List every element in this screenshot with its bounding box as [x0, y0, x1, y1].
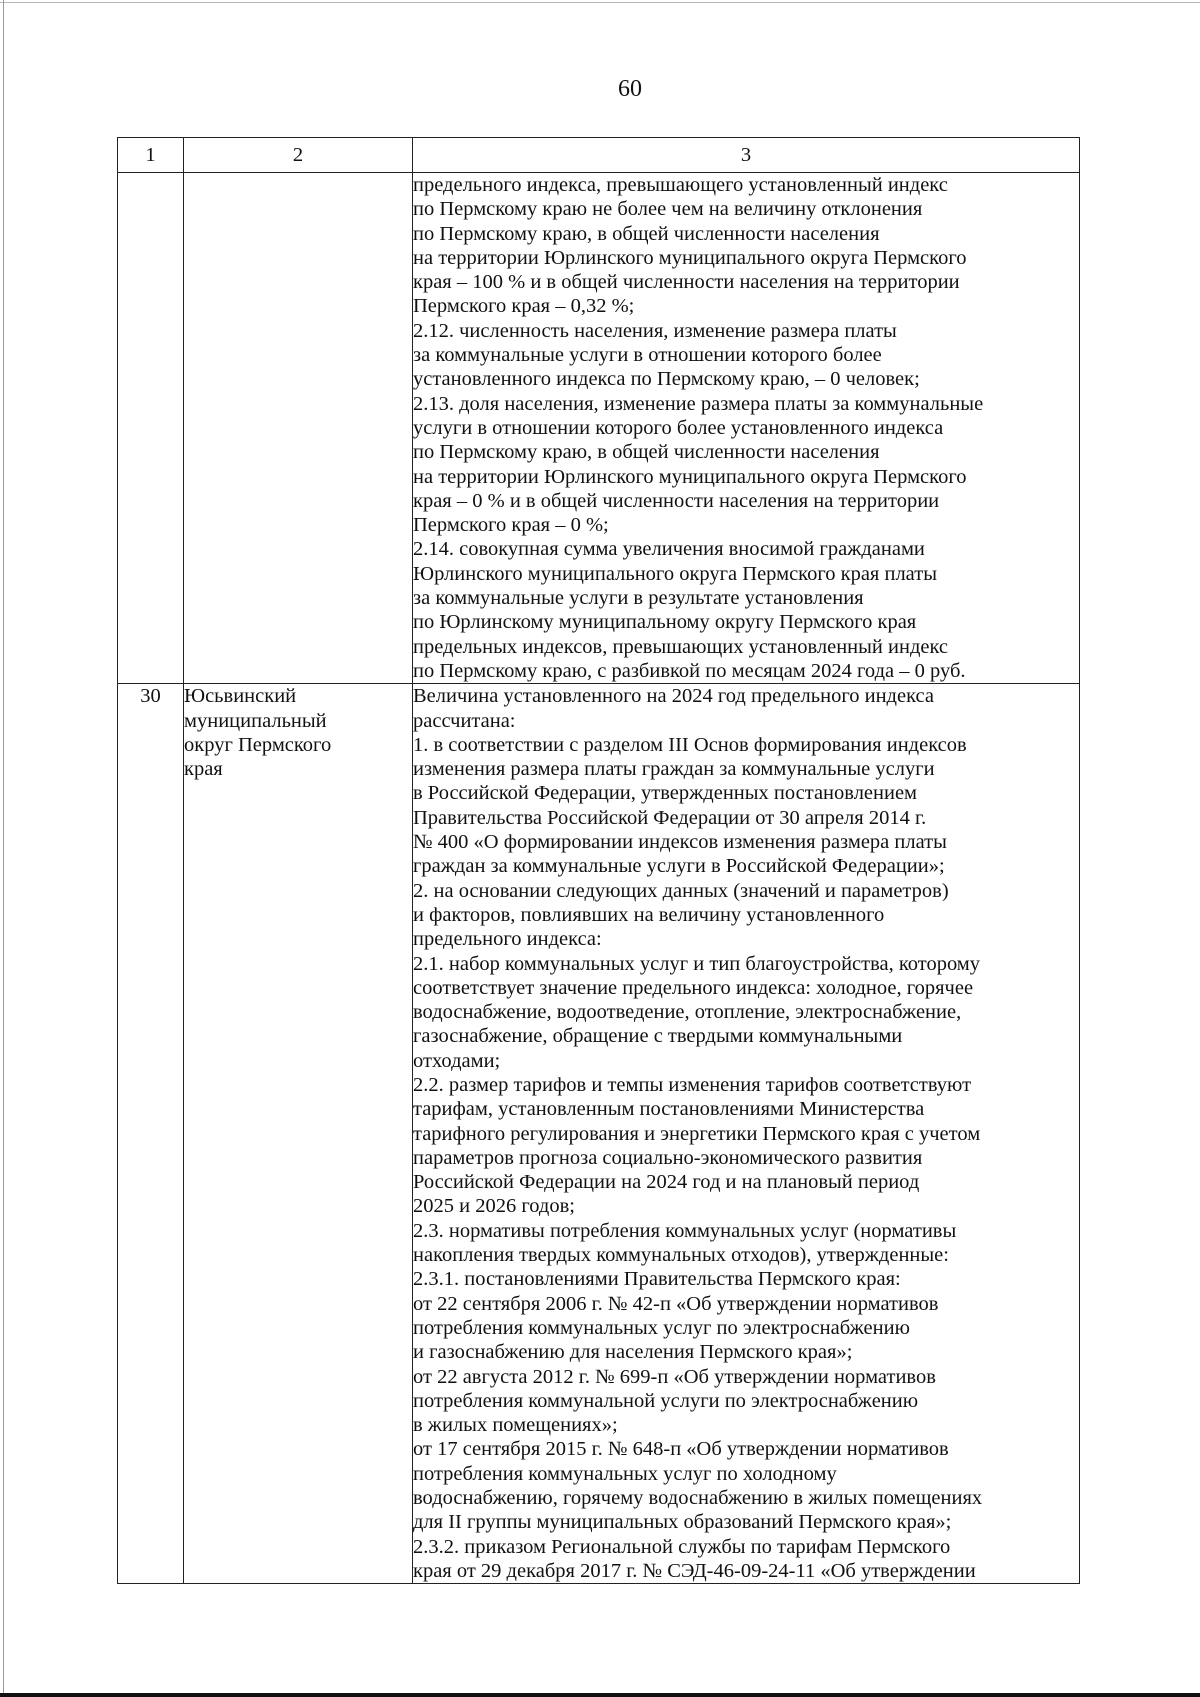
description-cell — [413, 684, 1080, 1584]
text-line: за коммунальные услуги в результате установления — [413, 587, 864, 610]
document-table — [117, 137, 1080, 1584]
text-line: на территории Юрлинского муниципального округа Пермского — [413, 246, 967, 269]
text-line: края – 0 % и в общей численности населения на территории — [413, 489, 940, 512]
page-number: 60 — [618, 76, 642, 102]
text-line: 2.2. размер тарифов и темпы изменения тарифов соответствуют — [413, 1073, 972, 1096]
text-line: 2.1. набор коммунальных услуг и тип благоустройства, которому — [413, 952, 981, 975]
text-line: тарифного регулирования и энергетики Пермского края с учетом — [413, 1122, 981, 1145]
column-header-2: 2 — [184, 138, 413, 173]
text-line: края — [184, 758, 223, 781]
text-line: Российской Федерации на 2024 год и на плановый период — [413, 1171, 920, 1194]
text-line: услуги в отношении которого более установленного индекса — [413, 416, 944, 439]
text-line: параметров прогноза социально-экономического развития — [413, 1146, 923, 1169]
text-line: отходами; — [413, 1049, 501, 1072]
text-line: в Российской Федерации, утвержденных постановлением — [413, 782, 918, 805]
municipality-name-cell — [184, 684, 413, 1584]
text-line: по Пермскому краю не более чем на величину отклонения — [413, 198, 923, 221]
text-line: округ Пермского — [184, 733, 332, 756]
text-line: 2025 и 2026 годов; — [413, 1195, 575, 1218]
text-line: Юрлинского муниципального округа Пермского края платы — [413, 562, 937, 585]
text-line: 2.13. доля населения, изменение размера платы за коммунальные — [413, 392, 984, 415]
text-line: изменения размера платы граждан за коммунальные услуги — [413, 758, 935, 781]
text-line: от 17 сентября 2015 г. № 648-п «Об утверждении нормативов — [413, 1438, 949, 1461]
text-line: 2. на основании следующих данных (значений и параметров) — [413, 879, 949, 902]
text-line: края – 100 % и в общей численности населения на территории — [413, 271, 960, 294]
scan-edge-top — [0, 2, 1200, 3]
text-line: граждан за коммунальные услуги в Российской Федерации»; — [413, 855, 945, 878]
text-line: водоснабжению, горячему водоснабжению в жилых помещениях — [413, 1487, 983, 1510]
text-line: рассчитана: — [413, 709, 516, 732]
text-line: потребления коммунальных услуг по электроснабжению — [413, 1316, 910, 1339]
table-header-row — [118, 138, 1080, 173]
text-line: для II группы муниципальных образований Пермского края»; — [413, 1511, 952, 1534]
text-line: по Пермскому краю, в общей численности населения — [413, 441, 880, 464]
table-row — [118, 684, 1080, 1584]
text-line: 2.3. нормативы потребления коммунальных услуг (нормативы — [413, 1219, 957, 1242]
table-row — [118, 173, 1080, 684]
text-line: установленного индекса по Пермскому краю, – 0 человек; — [413, 368, 920, 391]
scan-edge-bottom — [0, 1693, 1200, 1697]
column-header-1: 1 — [118, 138, 184, 173]
text-line: Величина установленного на 2024 год предельного индекса — [413, 685, 934, 708]
text-line: газоснабжение, обращение с твердыми коммунальными — [413, 1025, 903, 1048]
scan-edge-left — [3, 0, 4, 1697]
text-line: тарифам, установленным постановлениями Министерства — [413, 1098, 925, 1121]
text-line: от 22 августа 2012 г. № 699-п «Об утверждении нормативов — [413, 1365, 936, 1388]
text-line: муниципальный — [184, 709, 327, 732]
text-line: предельного индекса, превышающего установленный индекс — [413, 174, 948, 196]
text-line: № 400 «О формировании индексов изменения размера платы — [413, 831, 947, 854]
text-line: предельного индекса: — [413, 928, 602, 951]
text-line: на территории Юрлинского муниципального округа Пермского — [413, 465, 967, 488]
text-line: накопления твердых коммунальных отходов), утвержденные: — [413, 1244, 949, 1267]
text-line: и газоснабжению для населения Пермского края»; — [413, 1341, 853, 1364]
text-line: 2.12. численность населения, изменение размера платы — [413, 319, 897, 342]
text-line: Пермского края – 0,32 %; — [413, 295, 635, 318]
column-header-3: 3 — [413, 138, 1080, 173]
text-line: 2.3.2. приказом Региональной службы по тарифам Пермского — [413, 1535, 951, 1558]
text-line: по Пермскому краю, с разбивкой по месяцам 2024 года – 0 руб. — [413, 659, 966, 682]
text-line: по Юрлинскому муниципальному округу Пермского края — [413, 611, 917, 634]
text-line: по Пермскому краю, в общей численности населения — [413, 222, 880, 245]
text-line: и факторов, повлиявших на величину установленного — [413, 903, 885, 926]
text-line: края от 29 декабря 2017 г. № СЭД-46-09-24-11 «Об утверждении — [413, 1559, 976, 1582]
text-line: 2.3.1. постановлениями Правительства Пермского края: — [413, 1268, 901, 1291]
row-number-cell: 30 — [118, 684, 184, 1584]
text-line: Пермского края – 0 %; — [413, 514, 609, 537]
text-line: 2.14. совокупная сумма увеличения вносимой гражданами — [413, 538, 925, 561]
text-line: водоснабжение, водоотведение, отопление, электроснабжение, — [413, 1001, 962, 1024]
text-line: соответствует значение предельного индекса: холодное, горячее — [413, 976, 974, 999]
text-line: за коммунальные услуги в отношении которого более — [413, 344, 882, 367]
text-line: Правительства Российской Федерации от 30 апреля 2014 г. — [413, 806, 927, 829]
municipality-name-cell — [184, 173, 413, 684]
text-line: в жилых помещениях»; — [413, 1414, 618, 1437]
text-line: предельных индексов, превышающих установленный индекс — [413, 635, 949, 658]
text-line: от 22 сентября 2006 г. № 42-п «Об утверждении нормативов — [413, 1292, 939, 1315]
row-number-cell — [118, 173, 184, 684]
text-line: 1. в соответствии с разделом III Основ формирования индексов — [413, 733, 967, 756]
text-line: Юсьвинский — [184, 685, 297, 708]
text-line: потребления коммунальной услуги по электроснабжению — [413, 1389, 919, 1412]
description-cell — [413, 173, 1080, 684]
text-line: потребления коммунальных услуг по холодному — [413, 1462, 837, 1485]
